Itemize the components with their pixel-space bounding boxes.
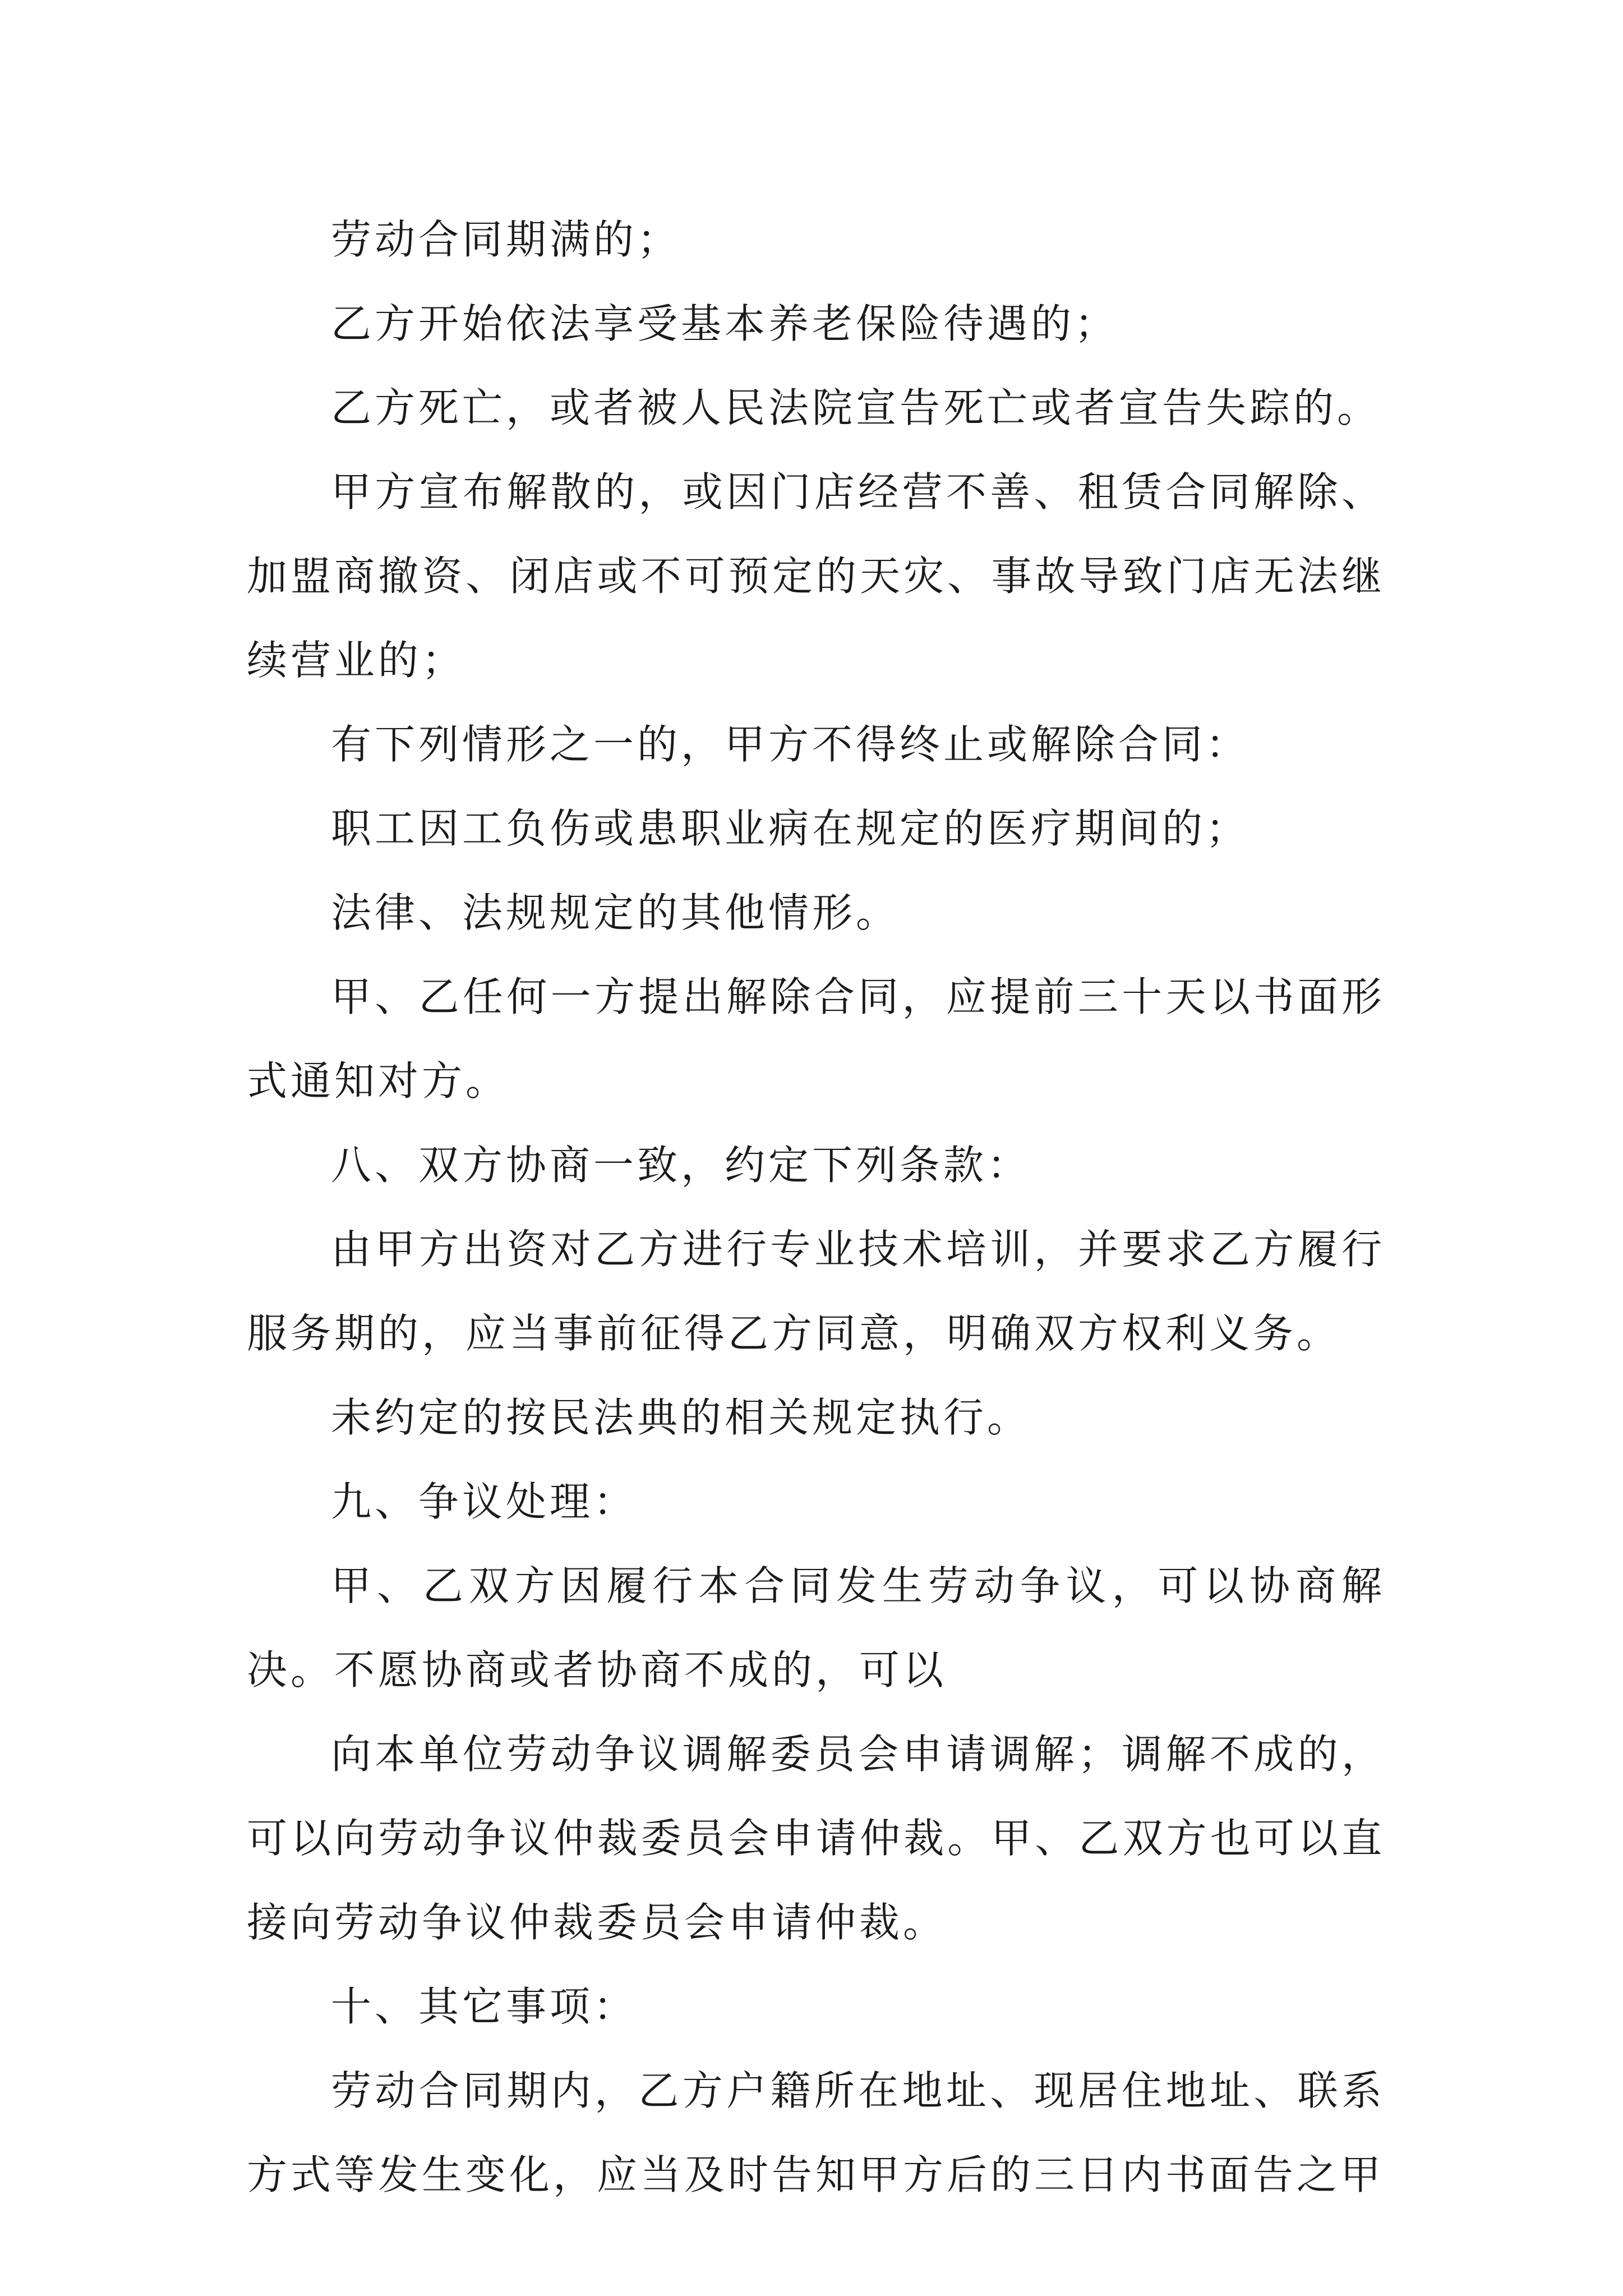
paragraph: 乙方开始依法享受基本养老保险待遇的； — [331, 300, 1119, 347]
section-heading: 八、双方协商一致，约定下列条款： — [331, 1142, 1031, 1189]
section-heading: 十、其它事项： — [331, 1983, 638, 2030]
paragraph: 职工因工负伤或患职业病在规定的医疗期间的； — [331, 805, 1250, 852]
section-heading: 九、争议处理： — [331, 1478, 638, 1525]
paragraph: 甲、乙双方因履行本合同发生劳动争议，可以协商解决。不愿协商或者协商不成的，可以 — [247, 1562, 1385, 1694]
paragraph: 有下列情形之一的，甲方不得终止或解除合同： — [331, 721, 1250, 768]
paragraph: 甲方宣布解散的，或因门店经营不善、租赁合同解除、加盟商撤资、闭店或不可预定的天灾、事故导致门店无法继续营业的； — [247, 468, 1385, 684]
paragraph: 向本单位劳动争议调解委员会申请调解；调解不成的，可以向劳动争议仲裁委员会申请仲裁。甲、乙双方也可以直接向劳动争议仲裁委员会申请仲裁。 — [247, 1731, 1385, 1946]
paragraph: 劳动合同期内，乙方户籍所在地址、现居住地址、联系方式等发生变化，应当及时告知甲方后的三日内书面告之甲 — [247, 2067, 1385, 2198]
paragraph: 未约定的按民法典的相关规定执行。 — [331, 1394, 1031, 1441]
paragraph: 劳动合同期满的； — [331, 216, 681, 263]
paragraph: 乙方死亡，或者被人民法院宣告死亡或者宣告失踪的。 — [331, 384, 1381, 431]
paragraph: 由甲方出资对乙方进行专业技术培训，并要求乙方履行服务期的，应当事前征得乙方同意，明确双方权利义务。 — [247, 1226, 1385, 1357]
document-body — [247, 197, 1385, 2217]
paragraph: 法律、法规规定的其他情形。 — [331, 889, 900, 936]
paragraph: 甲、乙任何一方提出解除合同，应提前三十天以书面形式通知对方。 — [247, 973, 1385, 1105]
